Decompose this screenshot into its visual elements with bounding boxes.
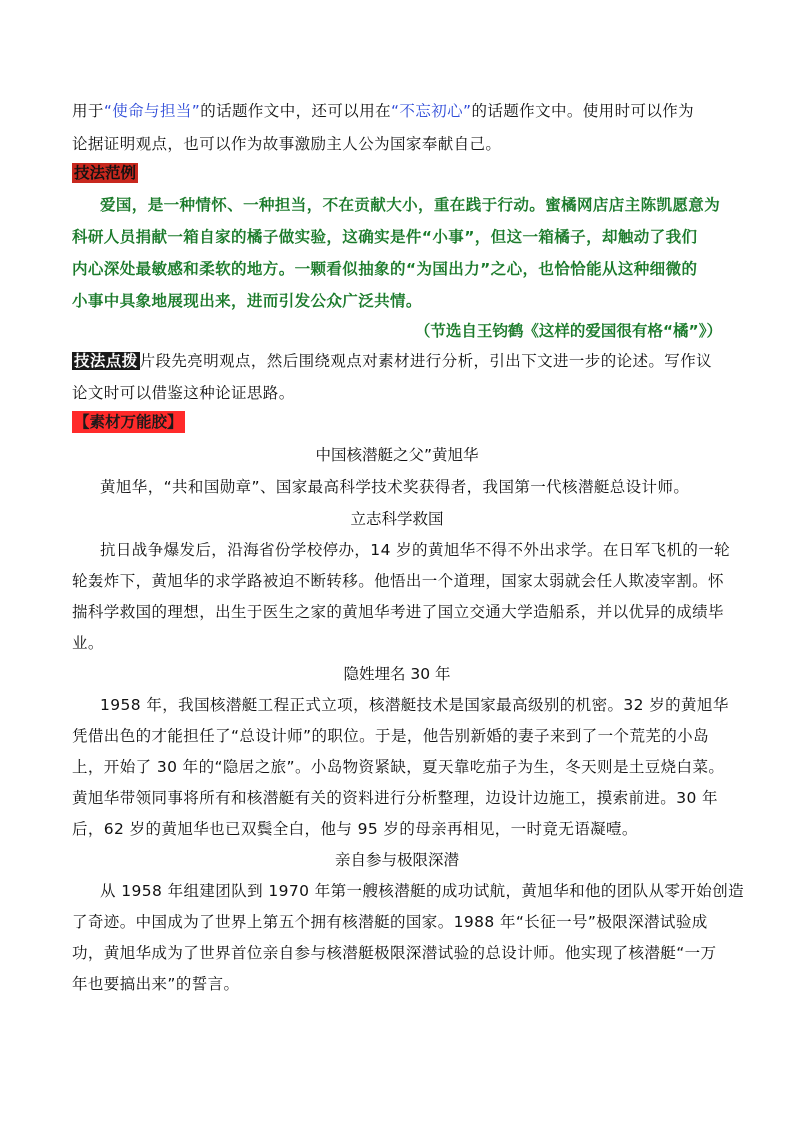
section-title: 立志科学救国: [350, 510, 444, 528]
topic-keyword: “使命与担当”: [103, 102, 201, 120]
section-line: 揣科学救国的理想，出生于医生之家的黄旭华考进了国立交通大学造船系，并以优异的成绩毕: [72, 603, 724, 621]
section-line: 业。: [72, 634, 104, 652]
example-line: 爱国，是一种情怀、一种担当，不在贡献大小，重在践于行动。蜜橘网店店主陈凯愿意为: [100, 196, 721, 214]
material-intro: 黄旭华，“共和国勋章”、国家最高科学技术奖获得者，我国第一代核潜艇总设计师。: [100, 478, 690, 496]
section-line: 功，黄旭华成为了世界首位亲自参与核潜艇极限深潜试验的总设计师。他实现了核潜艇“一万: [72, 944, 717, 962]
section-line: 从 1958 年组建团队到 1970 年第一艘核潜艇的成功试航，黄旭华和他的团队从零开始创造: [100, 882, 745, 900]
section-line: 黄旭华带领同事将所有和核潜艇有关的资料进行分析整理，边设计边施工，摸索前进。30 年: [72, 789, 718, 807]
section-line: 上，开始了 30 年的“隐居之旅”。小岛物资紧缺，夏天靠吃茄子为生，冬天则是土豆烧白菜。: [72, 758, 725, 776]
example-tag: 技法范例: [74, 164, 137, 182]
material-title: 中国核潜艇之父”黄旭华: [315, 446, 479, 464]
pointer-line-2: 论文时可以借鉴这种论证思路。: [72, 384, 295, 402]
intro-text: 的话题作文中，还可以用在: [200, 102, 391, 120]
example-line: 科研人员捐献一箱自家的橘子做实验，这确实是件“小事”，但这一箱橘子，却触动了我们: [72, 228, 698, 246]
example-source: （节选自王钧鹤《这样的爱国很有格“橘”》）: [414, 322, 722, 340]
topic-keyword: “不忘初心”: [391, 102, 472, 120]
intro-line-1: [72, 101, 694, 121]
section-title: 隐姓埋名 30 年: [343, 665, 451, 683]
section-line: 凭借出色的才能担任了“总设计师”的职位。于是，他告别新婚的妻子来到了一个荒芜的小岛: [72, 727, 709, 745]
pointer-tag: 技法点拨: [74, 352, 138, 370]
example-line: 内心深处最敏感和柔软的地方。一颗看似抽象的“为国出力”之心，也恰恰能从这种细微的: [72, 260, 698, 278]
material-tag: 【素材万能胶】: [74, 413, 183, 431]
section-line: 抗日战争爆发后，沿海省份学校停办，14 岁的黄旭华不得不外出求学。在日军飞机的一轮: [100, 541, 731, 559]
section-line: 1958 年，我国核潜艇工程正式立项，核潜艇技术是国家最高级别的机密。32 岁的黄旭华: [100, 696, 729, 714]
example-line: 小事中具象地展现出来，进而引发公众广泛共情。: [72, 292, 422, 310]
section-line: 轮轰炸下，黄旭华的求学路被迫不断转移。他悟出一个道理，国家太弱就会任人欺凌宰割。怀: [72, 572, 724, 590]
section-title: 亲自参与极限深潜: [334, 851, 459, 869]
intro-text: 的话题作文中。使用时可以作为: [471, 102, 695, 120]
pointer-text: 片段先亮明观点，然后围绕观点对素材进行分析，引出下文进一步的论述。写作议: [139, 352, 713, 370]
section-line: 年也要搞出来”的誓言。: [72, 975, 240, 993]
pointer-line-1: [72, 351, 712, 371]
section-line: 了奇迹。中国成为了世界上第五个拥有核潜艇的国家。1988 年“长征一号”极限深潜试验成: [72, 913, 708, 931]
intro-text: 用于: [72, 102, 104, 120]
section-line: 后，62 岁的黄旭华也已双鬓全白，他与 95 岁的母亲再相见，一时竟无语凝噎。: [72, 820, 638, 838]
intro-line-2: 论据证明观点，也可以作为故事激励主人公为国家奉献自己。: [72, 135, 502, 153]
